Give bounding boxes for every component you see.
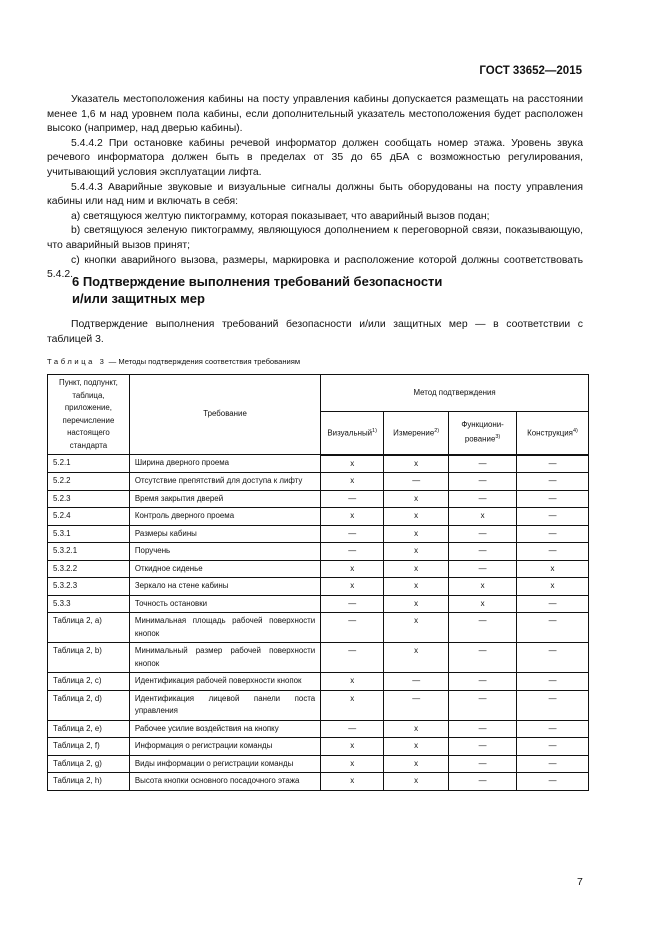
table-row [48,595,589,613]
cell-method: x [384,773,449,791]
cell-item: 5.2.2 [48,473,130,491]
cell-method: — [449,773,517,791]
cell-method: x [321,738,384,756]
cell-method: — [517,543,589,561]
cell-requirement: Отсутствие препятствий для доступа к лифту [129,473,320,491]
cell-method: x [384,595,449,613]
cell-method: — [449,525,517,543]
table-row [48,755,589,773]
cell-method: x [384,738,449,756]
cell-item: 5.2.3 [48,490,130,508]
cell-method: — [449,560,517,578]
cell-method: — [321,613,384,643]
method-label: Конструкция [527,428,573,438]
document-code: ГОСТ 33652—2015 [479,65,582,77]
cell-requirement: Поручень [129,543,320,561]
cell-method: x [517,560,589,578]
method-label: Измерение [393,428,435,438]
cell-method: — [384,690,449,720]
table-row [48,690,589,720]
table-caption-label: Таблица 3 [47,357,107,366]
cell-method: x [384,755,449,773]
footnote-ref: 3) [495,434,501,441]
cell-requirement: Минимальный размер рабочей поверхности кнопок [129,643,320,673]
footnote-ref: 2) [434,428,440,435]
cell-method: — [449,543,517,561]
cell-method: — [449,455,517,473]
cell-method: — [384,473,449,491]
col-header-method-2 [449,411,517,454]
list-item: b) светящуюся зеленую пиктограмму, являющуюся дополнением к переговорной связи, показывающую, что аварийный вызов принят; [47,225,583,251]
cell-requirement: Размеры кабины [129,525,320,543]
footnote-ref: 1) [372,428,377,435]
cell-requirement: Минимальная площадь рабочей поверхности кнопок [129,613,320,643]
cell-method: — [517,720,589,738]
section-heading-line: и/или защитных мер [72,290,205,306]
cell-method: — [517,473,589,491]
col-header-requirement: Требование [129,375,320,455]
cell-method: — [449,673,517,691]
page-number: 7 [577,876,583,888]
cell-requirement: Ширина дверного проема [129,455,320,473]
section-paragraph: Подтверждение выполнения требований безопасности и/или защитных мер — в соответствии с таблицей 3. [47,319,583,345]
cell-method: x [321,560,384,578]
cell-requirement: Откидное сиденье [129,560,320,578]
cell-method: — [517,643,589,673]
cell-method: — [517,490,589,508]
cell-method: x [321,673,384,691]
cell-method: x [384,578,449,596]
cell-method: x [384,490,449,508]
cell-requirement: Идентификация рабочей поверхности кнопок [129,673,320,691]
footnote-ref: 4) [572,428,578,435]
cell-method: — [449,690,517,720]
table-row [48,473,589,491]
col-header-item: Пункт, подпункт, таблица, приложение, перечисление настоящего стандарта [48,375,130,455]
table-row [48,643,589,673]
cell-method: x [384,525,449,543]
cell-item: Таблица 2, a) [48,613,130,643]
cell-method: x [384,643,449,673]
methods-table [47,374,589,791]
paragraph: 5.4.4.2 При остановке кабины речевой информатор должен сообщать номер этажа. Уровень звука речевого информатора должен быть в пределах от 35 до 65 дБА с возможностью регулирования, учитывающий условия эксплуатации лифта. [47,137,583,178]
cell-method: — [449,613,517,643]
table-row [48,560,589,578]
cell-method: — [517,455,589,473]
paragraph: 5.4.4.3 Аварийные звуковые и визуальные сигналы должны быть оборудованы на посту управления кабины или над ним и включать в себя: [47,181,583,208]
cell-requirement: Информация о регистрации команды [129,738,320,756]
col-header-method-1 [384,411,449,454]
cell-item: 5.3.2.1 [48,543,130,561]
cell-method: x [517,578,589,596]
cell-item: 5.3.2.2 [48,560,130,578]
table-row [48,773,589,791]
table-row [48,613,589,643]
cell-item: 5.3.2.3 [48,578,130,596]
cell-requirement: Контроль дверного проема [129,508,320,526]
cell-requirement: Идентификация лицевой панели поста управления [129,690,320,720]
cell-method: — [449,490,517,508]
cell-method: — [449,643,517,673]
cell-method: x [384,508,449,526]
cell-method: x [321,508,384,526]
cell-method: — [384,673,449,691]
cell-method: x [384,455,449,473]
cell-item: Таблица 2, h) [48,773,130,791]
table-row [48,578,589,596]
cell-method: — [449,738,517,756]
cell-method: x [321,755,384,773]
cell-method: — [517,773,589,791]
cell-method: x [321,690,384,720]
table-row [48,720,589,738]
cell-method: — [321,525,384,543]
cell-method: — [449,720,517,738]
cell-method: — [517,508,589,526]
method-label: Функциони- рование [461,419,504,445]
cell-method: — [517,755,589,773]
cell-method: — [321,595,384,613]
section-heading-line: 6 Подтверждение выполнения требований безопасности [72,274,443,289]
cell-method: — [321,720,384,738]
cell-item: Таблица 2, b) [48,643,130,673]
section-heading [72,274,442,307]
cell-method: x [449,508,517,526]
cell-requirement: Время закрытия дверей [129,490,320,508]
cell-item: Таблица 2, g) [48,755,130,773]
cell-requirement: Рабочее усилие воздействия на кнопку [129,720,320,738]
cell-method: x [321,773,384,791]
cell-item: 5.3.3 [48,595,130,613]
cell-item: 5.2.1 [48,455,130,473]
cell-item: Таблица 2, c) [48,673,130,691]
table-caption [47,357,300,366]
col-header-method: Метод подтверждения [321,375,589,412]
cell-method: x [321,578,384,596]
cell-item: 5.2.4 [48,508,130,526]
cell-requirement: Высота кнопки основного посадочного этажа [129,773,320,791]
cell-method: — [321,490,384,508]
cell-method: x [321,473,384,491]
table-row [48,455,589,473]
list-item: c) кнопки аварийного вызова, размеры, маркировка и расположение которой должны соответствовать 5.4.2. [47,254,583,281]
cell-method: — [517,673,589,691]
table-row [48,508,589,526]
cell-requirement: Зеркало на стене кабины [129,578,320,596]
cell-item: 5.3.1 [48,525,130,543]
cell-method: x [449,578,517,596]
cell-item: Таблица 2, d) [48,690,130,720]
body-text [47,93,583,283]
col-header-method-0 [321,411,384,454]
table-row [48,673,589,691]
list-item: a) светящуюся желтую пиктограмму, которая показывает, что аварийный вызов подан; [71,210,490,222]
cell-method: x [384,560,449,578]
cell-method: — [449,473,517,491]
method-label: Визуальный [327,428,373,438]
cell-method: — [517,525,589,543]
cell-method: — [517,690,589,720]
cell-method: — [517,595,589,613]
cell-method: — [321,543,384,561]
cell-method: — [517,738,589,756]
paragraph: Указатель местоположения кабины на посту управления кабины допускается размещать на расстоянии менее 1,6 м над уровнем пола кабины, если дополнительный указатель местоположения будет расположен высоко (например, над дверью кабины). [47,94,583,135]
cell-item: Таблица 2, e) [48,720,130,738]
table-row [48,738,589,756]
cell-requirement: Виды информации о регистрации команды [129,755,320,773]
cell-item: Таблица 2, f) [48,738,130,756]
cell-method: x [321,455,384,473]
col-header-method-3 [517,411,589,454]
cell-method: — [517,613,589,643]
cell-method: x [384,543,449,561]
cell-method: x [449,595,517,613]
cell-method: — [321,643,384,673]
table-row [48,490,589,508]
table-row [48,525,589,543]
cell-requirement: Точность остановки [129,595,320,613]
cell-method: x [384,720,449,738]
cell-method: — [449,755,517,773]
table-caption-text: — Методы подтверждения соответствия требованиям [106,357,301,366]
cell-method: x [384,613,449,643]
table-row [48,543,589,561]
